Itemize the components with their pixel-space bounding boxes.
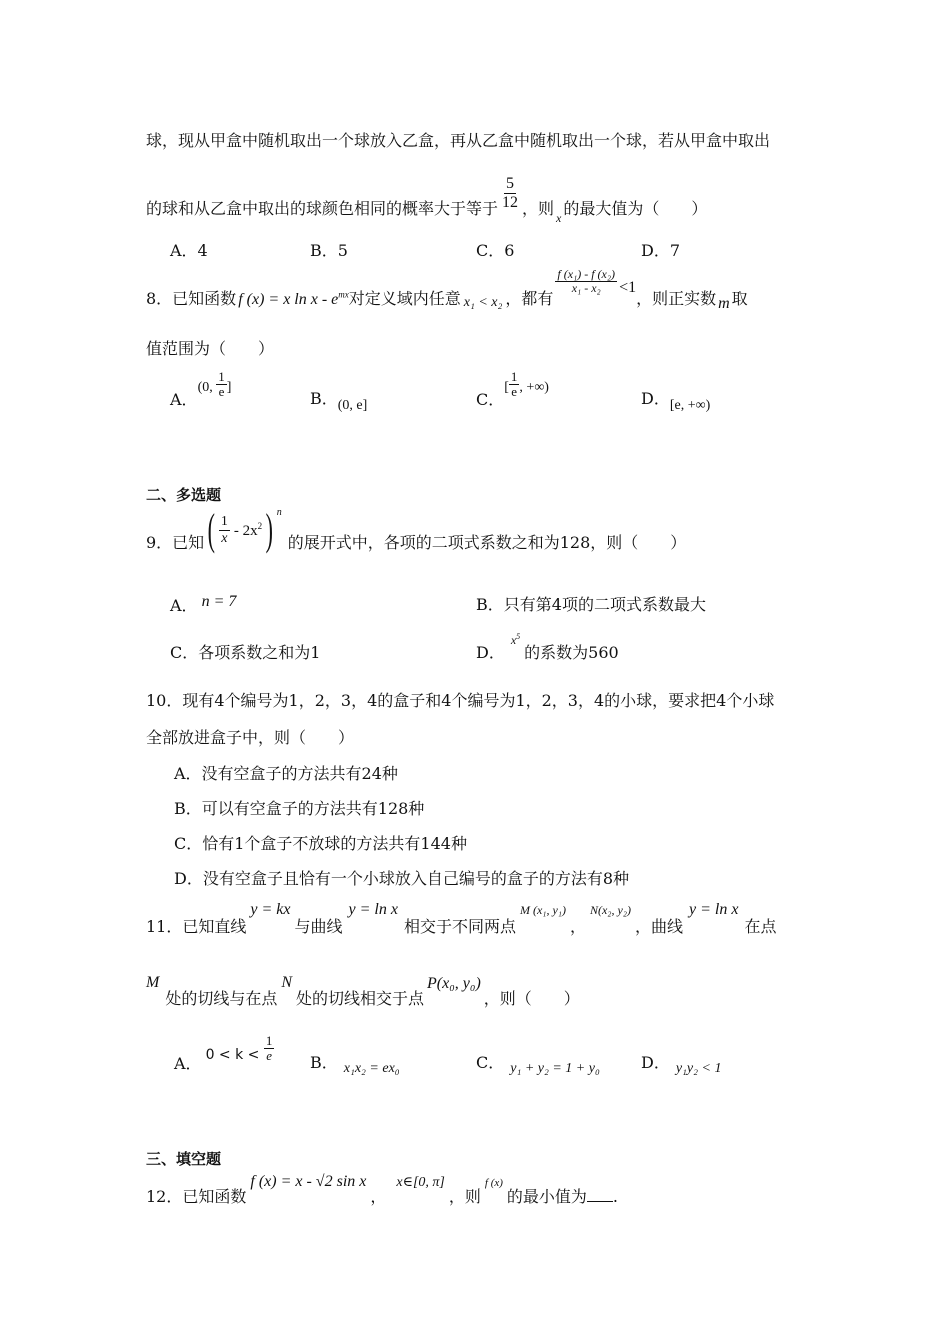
q9-opt-d-math	[511, 633, 520, 647]
q8-func-exp: mx	[338, 289, 349, 300]
q11-text7: ，则（ ）	[483, 989, 580, 1008]
q12-number: 12．已知函数	[146, 1187, 247, 1206]
q11-line1	[146, 896, 777, 936]
q8-opt-a-end: ]	[226, 380, 232, 396]
q8-option-b	[310, 386, 368, 413]
q9-expr-rest-text: - 2x	[233, 522, 258, 539]
q8-opt-c-label: C．	[476, 390, 505, 410]
q12-line	[146, 1168, 619, 1206]
section-2-heading: 二、多选题	[146, 486, 222, 504]
q9-expr	[204, 505, 282, 554]
q8-opt-c-num: 1	[510, 369, 518, 384]
q11-opt-a-label: A．	[174, 1054, 202, 1074]
q9-option-a	[170, 590, 236, 613]
q7-line2	[146, 175, 708, 225]
q11-opt-c-math: y₁ + y₂ = 1 + y₀	[510, 1061, 600, 1076]
q11-opt-c-label: C．	[476, 1053, 505, 1072]
q12-end: .	[612, 1187, 619, 1206]
q9-opt-d-exp: 5	[516, 632, 521, 641]
q8-opt-a-num: 1	[218, 369, 225, 384]
q9-expr-den: x	[221, 530, 228, 546]
q12-fx: f (x)	[484, 1177, 503, 1189]
q8-opt-b-math: (0, e]	[337, 398, 368, 413]
q8-opt-b-label: B．	[310, 389, 338, 408]
q7-option-d: D．7	[641, 241, 681, 260]
q12-text3: 的最小值为	[506, 1187, 587, 1206]
q9-expr-sq: 2	[257, 520, 263, 531]
q11-opt-a-num: 1	[265, 1033, 273, 1048]
q9-paren-right: )	[265, 505, 274, 554]
q7-frac-num: 5	[506, 175, 515, 192]
q11-line2	[146, 972, 580, 1008]
q8-opt-d-label: D．	[641, 389, 670, 408]
q11-text4: 在点	[744, 917, 777, 936]
q11-opt-a-math: 0 < k <	[205, 1047, 264, 1064]
q11-opt-b-label: B．	[310, 1053, 338, 1072]
q11-comma: ，	[569, 917, 586, 936]
q7-line2-text-c: 的最大值为（ ）	[563, 198, 708, 218]
q12-domain: x∈[0, π]	[396, 1175, 445, 1190]
q11-curve-eq2: y = ln x	[688, 901, 739, 918]
q9-option-b: B．只有第4项的二项式系数最大	[476, 595, 706, 614]
q8-option-c	[476, 369, 549, 410]
q10-option-a: A．没有空盒子的方法共有24种	[174, 764, 398, 783]
q11-option-b	[310, 1050, 400, 1076]
q12-text2: ，则	[448, 1187, 481, 1206]
q7-option-c: C．6	[476, 241, 515, 260]
q9-expr-rest	[234, 521, 262, 540]
q11-point-m: M (x₁, y₁)	[519, 903, 566, 917]
q10-line1: 10．现有4个编号为1，2，3，4的盒子和4个编号为1，2，3，4的小球，要求把4个小球	[146, 691, 775, 710]
q8-opt-c-frac	[509, 370, 520, 400]
q11-text6: 处的切线相交于点	[296, 989, 425, 1008]
q12-func: f (x) = x - √2 sin x	[250, 1173, 367, 1190]
q12-answer-blank[interactable]	[587, 1187, 613, 1202]
q7-option-a: A．4	[170, 241, 208, 260]
q9-text: 的展开式中，各项的二项式系数之和为128，则（ ）	[287, 533, 687, 552]
q12-text1: ，	[370, 1187, 387, 1206]
q9-number: 9．已知	[146, 533, 205, 552]
q11-line-eq: y = kx	[250, 901, 291, 918]
q8-number: 8．已知函数	[146, 289, 237, 309]
q8-frac-den: x₁ - x₂	[571, 281, 601, 296]
q8-opt-c-den: e	[511, 384, 518, 400]
q11-point-p: P(x₀, y₀)	[427, 975, 481, 992]
q8-func	[238, 291, 349, 308]
q8-opt-c-math: [	[504, 380, 509, 396]
q8-condition: x₁ < x₂	[463, 295, 503, 311]
q8-opt-a-frac	[216, 370, 227, 400]
q9-expr-num: 1	[220, 514, 228, 530]
q11-text1: 与曲线	[294, 917, 343, 936]
q11-curve-eq: y = ln x	[348, 901, 398, 918]
q11-opt-b-math: x₁x₂ = ex₀	[343, 1061, 400, 1076]
q8-opt-a-math: (0,	[197, 380, 217, 396]
q11-m-label: M	[146, 974, 160, 991]
q11-option-c	[476, 1050, 600, 1076]
q8-line1	[146, 267, 748, 313]
q8-ineq: <1	[619, 279, 637, 297]
q9-option-d	[476, 626, 619, 662]
q11-option-a	[174, 1033, 274, 1074]
q8-option-a	[170, 369, 232, 410]
q9-paren-left: (	[207, 505, 216, 554]
q11-opt-a-den: e	[266, 1048, 272, 1064]
q7-line2-text-b: ，则	[522, 198, 555, 218]
q11-opt-d-label: D．	[641, 1053, 670, 1072]
q8-func-text: f (x) = x ln x - e	[238, 291, 339, 309]
q8-opt-a-den: e	[218, 384, 225, 400]
q11-text2: 相交于不同两点	[403, 917, 516, 936]
q11-n-label: N	[281, 974, 293, 991]
q9-opt-a-math: n = 7	[201, 593, 237, 610]
q11-number: 11．已知直线	[146, 917, 247, 936]
q8-opt-d-math: [e, +∞)	[669, 398, 711, 413]
q8-fraction	[555, 268, 617, 295]
q9-option-c: C．各项系数之和为1	[170, 643, 321, 662]
q11-opt-d-math: y₁y₂ < 1	[675, 1061, 722, 1076]
section-3-heading: 三、填空题	[146, 1150, 222, 1168]
q9-opt-d-text: 的系数为560	[524, 643, 619, 662]
q8-frac-num: f (x₁) - f (x₂)	[557, 267, 616, 281]
q10-option-b: B．可以有空盒子的方法共有128种	[174, 799, 425, 818]
q10-option-d: D．没有空盒子且恰有一个小球放入自己编号的盒子的方法有8种	[174, 869, 630, 888]
q11-point-n: N(x₂, y₂)	[589, 903, 631, 917]
q7-line1: 球，现从甲盒中随机取出一个球放入乙盒，再从乙盒中随机取出一个球，若从甲盒中取出	[146, 131, 771, 150]
q8-opt-c-end: , +∞)	[519, 380, 549, 396]
q8-var-m: m	[718, 295, 730, 313]
q8-text2: ，都有	[505, 289, 554, 309]
q9-expr-frac	[219, 514, 230, 546]
q7-line2-text-a: 的球和从乙盒中取出的球颜色相同的概率大于等于	[146, 198, 499, 218]
q9-line	[146, 505, 687, 554]
q11-text3: ，曲线	[634, 917, 683, 936]
q8-opt-a-label: A．	[170, 390, 198, 410]
q11-option-d	[641, 1050, 722, 1076]
q8-text4: 取	[731, 289, 748, 309]
q10-line2: 全部放进盒子中，则（ ）	[146, 728, 355, 747]
q11-text5: 处的切线与在点	[165, 989, 278, 1008]
q8-line2: 值范围为（ ）	[146, 339, 275, 358]
q9-expr-n: n	[276, 506, 282, 518]
q8-text3: ，则正实数	[636, 289, 717, 309]
q7-frac-den: 12	[502, 193, 519, 211]
q9-opt-d-x: x	[510, 633, 517, 647]
q8-text1: 对定义域内任意	[348, 289, 461, 309]
q7-var-x: x	[556, 210, 562, 225]
q9-opt-d-label: D．	[476, 643, 505, 662]
q10-option-c: C．恰有1个盒子不放球的方法共有144种	[174, 834, 467, 853]
q9-opt-a-label: A．	[170, 596, 198, 615]
q11-opt-a-frac	[264, 1034, 275, 1064]
q7-fraction	[500, 175, 520, 211]
q7-option-b: B．5	[310, 241, 348, 260]
q8-option-d	[641, 386, 711, 413]
